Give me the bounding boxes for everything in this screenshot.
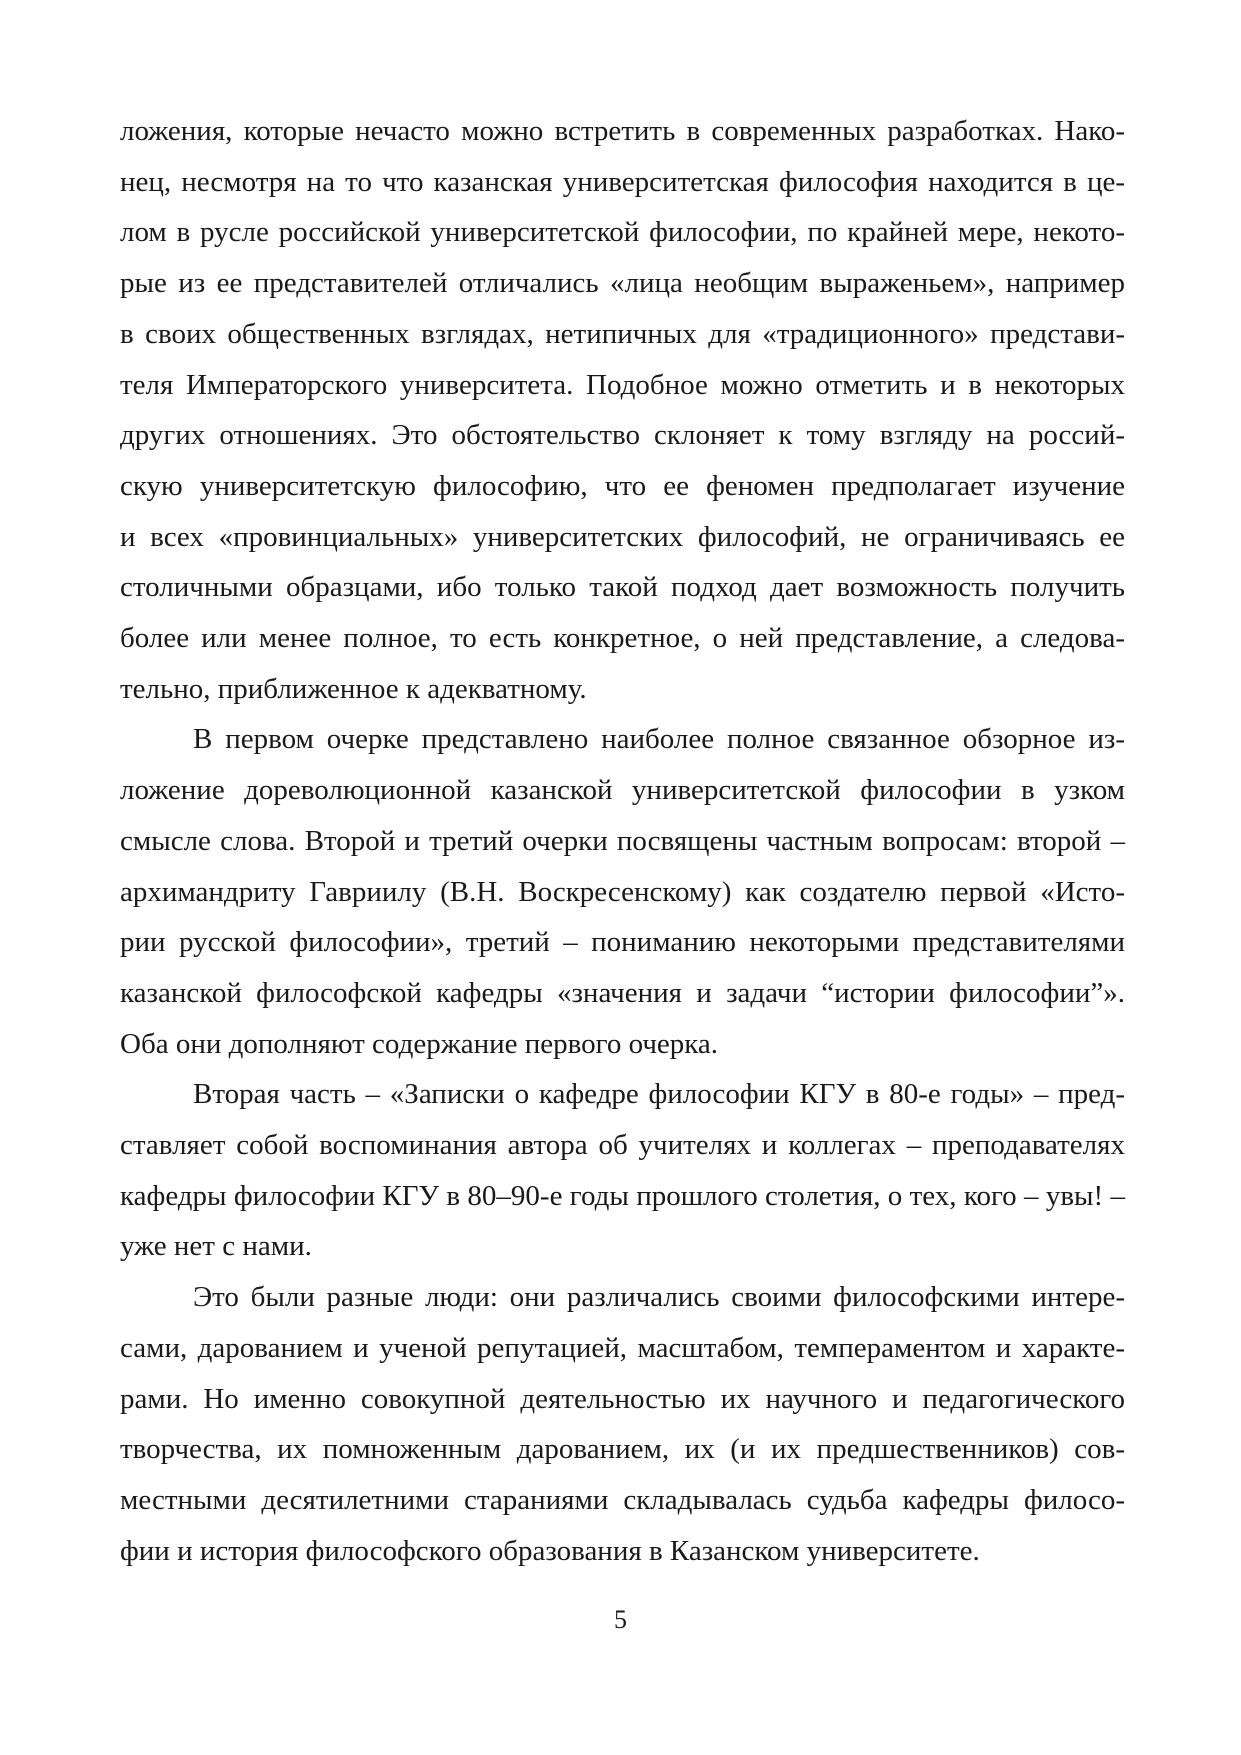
paragraph-2 [120,714,1125,1069]
page-number: 5 [614,1605,627,1634]
paragraph-3 [120,1069,1125,1272]
text-line: и всех «провинциальных» университетских философий, не ограничиваясь ее [120,520,1125,553]
body-text [120,106,1125,1576]
text-line: Это были разные люди: они различались своими философскими интере- [193,1281,1125,1314]
text-line: рами. Но именно совокупной деятельностью их научного и педагогического [120,1382,1125,1415]
text-line: теля Императорского университета. Подобное можно отметить и в некоторых [120,368,1125,401]
text-line: фии и история философского образования в Казанском университете. [120,1534,980,1567]
text-line: в своих общественных взглядах, нетипичных для «традиционного» представи- [120,317,1125,350]
text-line: тельно, приближенное к адекватному. [120,672,587,705]
text-line: казанской философской кафедры «значения и задачи “истории философии”». [120,976,1125,1009]
text-line: Вторая часть – «Записки о кафедре философии КГУ в 80-е годы» – пред- [193,1078,1125,1111]
paragraph-1 [120,106,1125,714]
text-line: ставляет собой воспоминания автора об учителях и коллегах – преподавателях [120,1129,1125,1162]
text-line: скую университетскую философию, что ее феномен предполагает изучение [120,469,1125,502]
text-line: сами, дарованием и ученой репутацией, масштабом, темпераментом и характе- [120,1331,1125,1364]
text-line: кафедры философии КГУ в 80–90-е годы прошлого столетия, о тех, кого – увы! – [120,1179,1125,1212]
text-line: лом в русле российской университетской философии, по крайней мере, некото- [120,216,1125,249]
text-line: рые из ее представителей отличались «лица необщим выраженьем», например [120,267,1125,300]
text-line: архимандриту Гавриилу (В.Н. Воскресенскому) как создателю первой «Исто- [120,875,1125,908]
text-line: ложение дореволюционной казанской университетской философии в узком [120,774,1125,807]
text-line: более или менее полное, то есть конкретное, о ней представление, а следова- [120,622,1125,655]
text-line: других отношениях. Это обстоятельство склоняет к тому взгляду на россий- [120,419,1125,452]
text-line: рии русской философии», третий – пониманию некоторыми представителями [120,926,1125,959]
text-line: ложения, которые нечасто можно встретить в современных разработках. Нако- [120,115,1125,147]
text-line: Оба они дополняют содержание первого очерка. [120,1027,719,1060]
text-line: столичными образцами, ибо только такой подход дает возможность получить [120,571,1125,604]
text-line: В первом очерке представлено наиболее полное связанное обзорное из- [193,723,1125,756]
text-line: смысле слова. Второй и третий очерки посвящены частным вопросам: второй – [120,824,1125,857]
paragraph-4 [120,1272,1125,1576]
text-line: творчества, их помноженным дарованием, их (и их предшественников) сов- [120,1433,1125,1466]
text-line: местными десятилетними стараниями складывалась судьба кафедры филосо- [120,1483,1125,1516]
text-line: нец, несмотря на то что казанская университетская философия находится в це- [120,165,1125,198]
text-line: уже нет с нами. [120,1230,312,1263]
